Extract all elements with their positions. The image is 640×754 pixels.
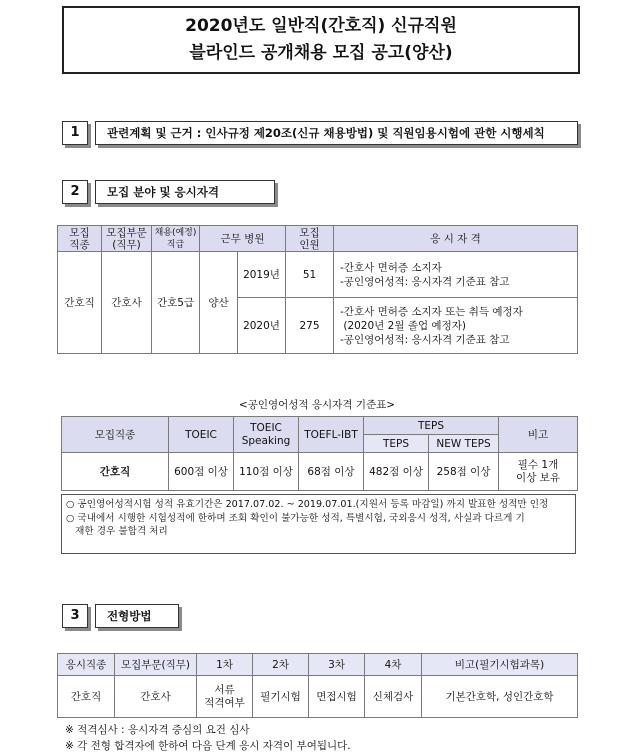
cell-count-2020: 275 xyxy=(286,298,334,354)
header-remarks: 비고(필기시험과목) xyxy=(422,654,578,676)
qualification-line: -공인영어성적: 응시자격 기준표 참고 xyxy=(340,333,510,346)
header-new-teps: NEW TEPS xyxy=(429,435,499,453)
header-division: 모집부문(직무) xyxy=(115,654,197,676)
qualification-line: -공인영어성적: 응시자격 기준표 참고 xyxy=(340,275,510,288)
note-line: ○ 국내에서 시행한 시험성적에 한하며 조회 확인이 불가능한 성적, 특별시험, 국외응시 성적, 사실과 다르게 기 xyxy=(66,512,525,524)
section-1-heading: 관련계획 및 근거 : 인사규정 제20조(신규 채용방법) 및 직원임용시험에 관한 시행세칙 xyxy=(95,121,578,145)
cell-new-teps: 258점 이상 xyxy=(429,453,499,491)
cell-remarks: 기본간호학, 성인간호학 xyxy=(422,676,578,718)
cell-stage-3: 면접시험 xyxy=(309,676,365,718)
header-toeic: TOEIC xyxy=(169,417,234,453)
english-score-table xyxy=(61,416,578,491)
process-table xyxy=(57,653,578,718)
cell-division: 간호사 xyxy=(115,676,197,718)
recruit-table xyxy=(57,225,578,354)
header-stage-3: 3차 xyxy=(309,654,365,676)
cell-count-2019: 51 xyxy=(286,252,334,298)
cell-job: 간호직 xyxy=(62,453,169,491)
english-notes-box xyxy=(61,494,576,554)
header-stage-2: 2차 xyxy=(253,654,309,676)
header-count: 모집 인원 xyxy=(286,226,334,252)
cell-year-2019: 2019년 xyxy=(238,252,286,298)
header-job-type: 모집 직종 xyxy=(58,226,102,252)
section-2-heading: 모집 분야 및 응시자격 xyxy=(95,180,275,204)
cell-year-2020: 2020년 xyxy=(238,298,286,354)
cell-qualification-2019 xyxy=(334,252,578,298)
header-hospital: 근무 병원 xyxy=(200,226,286,252)
section-3-heading: 전형방법 xyxy=(95,604,179,628)
section-1-number: 1 xyxy=(62,121,88,145)
cell-hospital: 양산 xyxy=(200,252,238,354)
cell-toeic-speaking: 110점 이상 xyxy=(234,453,299,491)
section-3-number: 3 xyxy=(62,604,88,628)
section-2-number: 2 xyxy=(62,180,88,204)
header-toefl: TOEFL-IBT xyxy=(299,417,364,453)
cell-job-type: 간호직 xyxy=(58,676,115,718)
qualification-line: -간호사 면허증 소지자 또는 취득 예정자 xyxy=(340,305,523,318)
cell-toefl: 68점 이상 xyxy=(299,453,364,491)
cell-grade: 간호5급 xyxy=(152,252,200,354)
header-division: 모집부문 (직무) xyxy=(102,226,152,252)
header-teps: TEPS xyxy=(364,435,429,453)
cell-toeic: 600점 이상 xyxy=(169,453,234,491)
note-line: 재한 경우 불합격 처리 xyxy=(66,526,168,538)
cell-note: 필수 1개 이상 보유 xyxy=(499,453,578,491)
footnote: ※ 각 전형 합격자에 한하여 다음 단계 응시 자격이 부여됩니다. xyxy=(65,740,351,752)
cell-stage-1: 서류 적격여부 xyxy=(197,676,253,718)
title-line-1: 2020년도 일반직(간호직) 신규직원 xyxy=(185,16,457,36)
header-grade: 채용(예정) 직급 xyxy=(152,226,200,252)
qualification-line: (2020년 2월 졸업 예정자) xyxy=(340,319,466,332)
cell-stage-4: 신체검사 xyxy=(365,676,422,718)
header-stage-4: 4차 xyxy=(365,654,422,676)
qualification-line: -간호사 면허증 소지자 xyxy=(340,261,442,274)
header-teps-group: TEPS xyxy=(364,417,499,435)
header-stage-1: 1차 xyxy=(197,654,253,676)
note-line: ○ 공인영어성적시험 성적 유효기간은 2017.07.02. ~ 2019.07.01.(지원서 등록 마감일) 까지 발표한 성적만 인정 xyxy=(66,499,549,510)
english-table-caption: <공인영어성적 응시자격 기준표> xyxy=(238,399,396,411)
header-qualification: 응 시 자 격 xyxy=(334,226,578,252)
cell-qualification-2020 xyxy=(334,298,578,354)
header-toeic-speaking: TOEIC Speaking xyxy=(234,417,299,453)
header-note: 비고 xyxy=(499,417,578,453)
cell-stage-2: 필기시험 xyxy=(253,676,309,718)
title-box xyxy=(62,6,580,74)
title-line-2: 블라인드 공개채용 모집 공고(양산) xyxy=(189,43,453,63)
header-job-type: 응시직종 xyxy=(58,654,115,676)
cell-job-type: 간호직 xyxy=(58,252,102,354)
footnote: ※ 적격심사 : 응시자격 중심의 요건 심사 xyxy=(65,724,250,736)
cell-teps: 482점 이상 xyxy=(364,453,429,491)
header-job: 모집직종 xyxy=(62,417,169,453)
cell-division: 간호사 xyxy=(102,252,152,354)
